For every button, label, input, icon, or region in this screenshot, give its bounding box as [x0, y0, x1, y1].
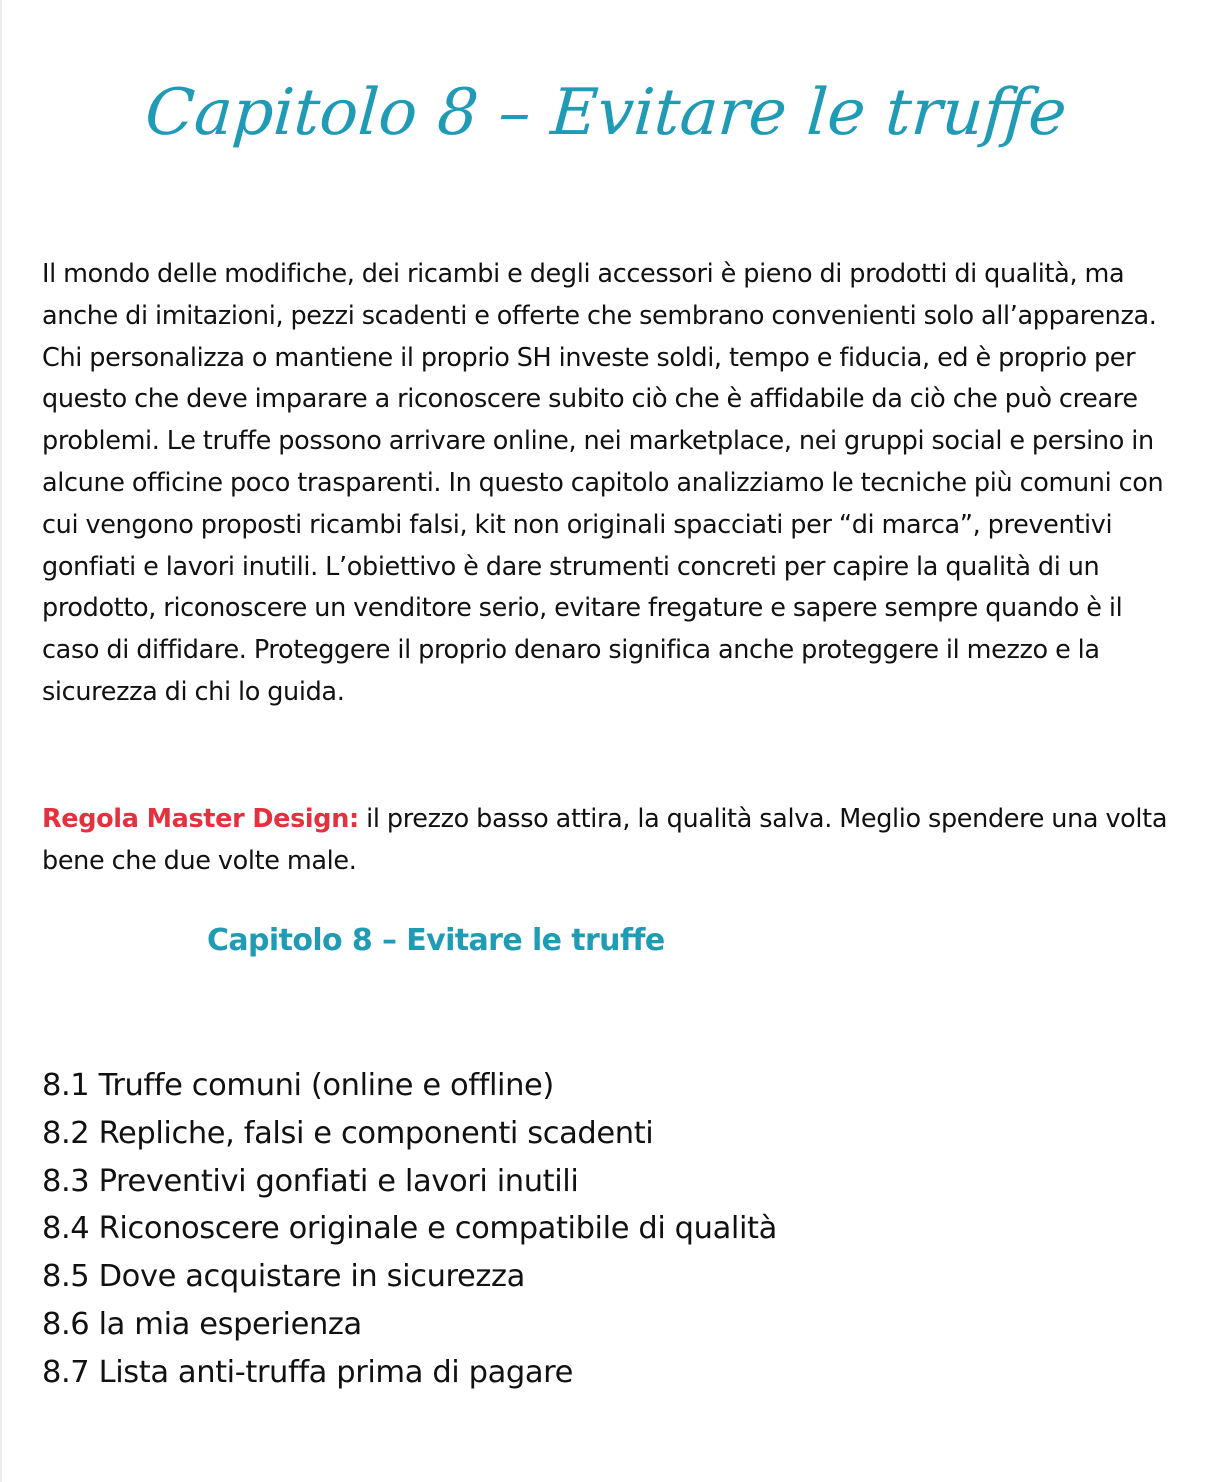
page-edge-divider: [0, 0, 2, 1482]
rule-label: Regola Master Design:: [42, 804, 359, 834]
intro-paragraph: Il mondo delle modifiche, dei ricambi e degli accessori è pieno di prodotti di qualità, ma anche di imitazioni, pezzi scadenti e offerte che sembrano convenienti solo all’apparenza. Chi personalizza o mantiene il proprio SH investe soldi, tempo e fiducia, ed è proprio per questo che deve imparare a riconoscere subito ciò che è affidabile da ciò che può creare problemi. Le truffe possono arrivare online, nei marketplace, nei gruppi social e persino in alcune officine poco trasparenti. In questo capitolo analizziamo le tecniche più comuni con cui vengono proposti ricambi falsi, kit non originali spacciati per “di marca”, preventivi gonfiati e lavori inutili. L’obiettivo è dare strumenti concreti per capire la qualità di un prodotto, riconoscere un venditore serio, evitare fregature e sapere sempre quando è il caso di diffidare. Proteggere il proprio denaro significa anche proteggere il mezzo e la sicurezza di chi lo guida.: [42, 259, 1164, 707]
toc-item-8-4: 8.4 Riconoscere originale e compatibile di qualità: [42, 1211, 777, 1247]
toc-item-8-1: 8.1 Truffe comuni (online e offline): [42, 1068, 554, 1103]
toc-item-8-6: 8.6 la mia esperienza: [42, 1306, 362, 1342]
table-of-contents: [42, 1062, 777, 1397]
toc-item-8-7: 8.7 Lista anti-truffa prima di pagare: [42, 1354, 573, 1390]
rule-text: il prezzo basso attira, la qualità salva. Meglio spendere una volta bene che due volte male.: [42, 804, 1168, 876]
toc-item-8-5: 8.5 Dove acquistare in sicurezza: [42, 1259, 525, 1295]
master-rule-paragraph: [42, 799, 1182, 883]
toc-title: Capitolo 8 – Evitare le truffe: [207, 923, 665, 958]
chapter-title: Capitolo 8 – Evitare le truffe: [142, 76, 1070, 150]
toc-item-8-2: 8.2 Repliche, falsi e componenti scadenti: [42, 1115, 654, 1151]
toc-item-8-3: 8.3 Preventivi gonfiati e lavori inutili: [42, 1163, 579, 1199]
